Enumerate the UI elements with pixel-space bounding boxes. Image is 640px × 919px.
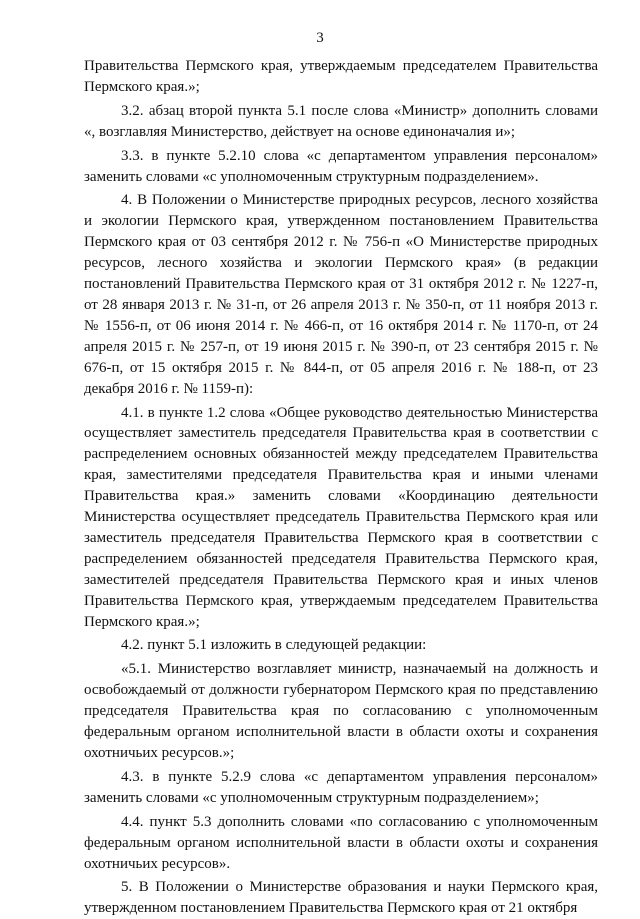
paragraph-4-2: 4.2. пункт 5.1 изложить в следующей редакции: (121, 637, 427, 654)
paragraph-4-4: 4.4. пункт 5.3 дополнить словами «по согласованию с уполномоченным федеральным органом исполнительной власти в области охоты и сохранения охотничьих ресурсов». (84, 813, 598, 872)
paragraph-4-1: 4.1. в пункте 1.2 слова «Общее руководство деятельностью Министерства осуществляет заместитель председателя Правительства края в соответствии с распределением основных обязанностей между председателем Правительства края, заместителями председателя Правительства края и иными членами Правительства края.» заменить словами «Координацию деятельности Министерства осуществляет председатель Правительства Пермского края или заместитель председателя Правительства Пермского края в соответствии с распределением обязанностей председателя Правительства Пермского края, заместителей председателя Правительства Пермского края и иных членов Правительства Пермского края, утверждаемым председателем Правительства Пермского края.»; (84, 404, 598, 630)
paragraph-5-1-quote: «5.1. Министерство возглавляет министр, назначаемый на должность и освобождаемый от должности губернатором Пермского края по представлению председателя Правительства края по согласованию с уполномоченным федеральным органом исполнительной власти в области охоты и сохранения охотничьих ресурсов.»; (84, 661, 598, 761)
paragraph-3-2: 3.2. абзац второй пункта 5.1 после слова «Министр» дополнить словами «, возглавляя Министерство, действует на основе единоначалия и»; (84, 102, 598, 140)
page-number: 3 (316, 30, 324, 46)
paragraph-4-3: 4.3. в пункте 5.2.9 слова «с департаментом управления персоналом» заменить словами «с уполномоченным структурным подразделением»; (84, 768, 598, 806)
paragraph-5: 5. В Положении о Министерстве образования и науки Пермского края, утвержденном постановлением Правительства Пермского края от 21 октября (84, 879, 598, 917)
paragraph-3-3: 3.3. в пункте 5.2.10 слова «с департаментом управления персоналом» заменить словами «с уполномоченным структурным подразделением». (84, 147, 598, 185)
document-body (84, 56, 598, 919)
paragraph-continuation: Правительства Пермского края, утверждаемым председателем Правительства Пермского края.»; (84, 58, 598, 95)
paragraph-4: 4. В Положении о Министерстве природных ресурсов, лесного хозяйства и экологии Пермского края, утвержденном постановлением Правительства Пермского края от 03 сентября 2012 г. № 756-п «О Министерстве природных ресурсов, лесного хозяйства и экологии Пермского края» (в редакции постановлений Правительства Пермского края от 31 октября 2012 г. № 1227-п, от 28 января 2013 г. № 31-п, от 26 апреля 2013 г. № 350-п, от 11 ноября 2013 г. № 1556-п, от 06 июня 2014 г. № 466-п, от 16 октября 2014 г. № 1170-п, от 24 апреля 2015 г. № 257-п, от 19 июня 2015 г. № 390-п, от 23 сентября 2015 г. № 676-п, от 15 октября 2015 г. № 844-п, от 05 апреля 2016 г. № 188-п, от 23 декабря 2016 г. № 1159-п): (84, 192, 598, 397)
